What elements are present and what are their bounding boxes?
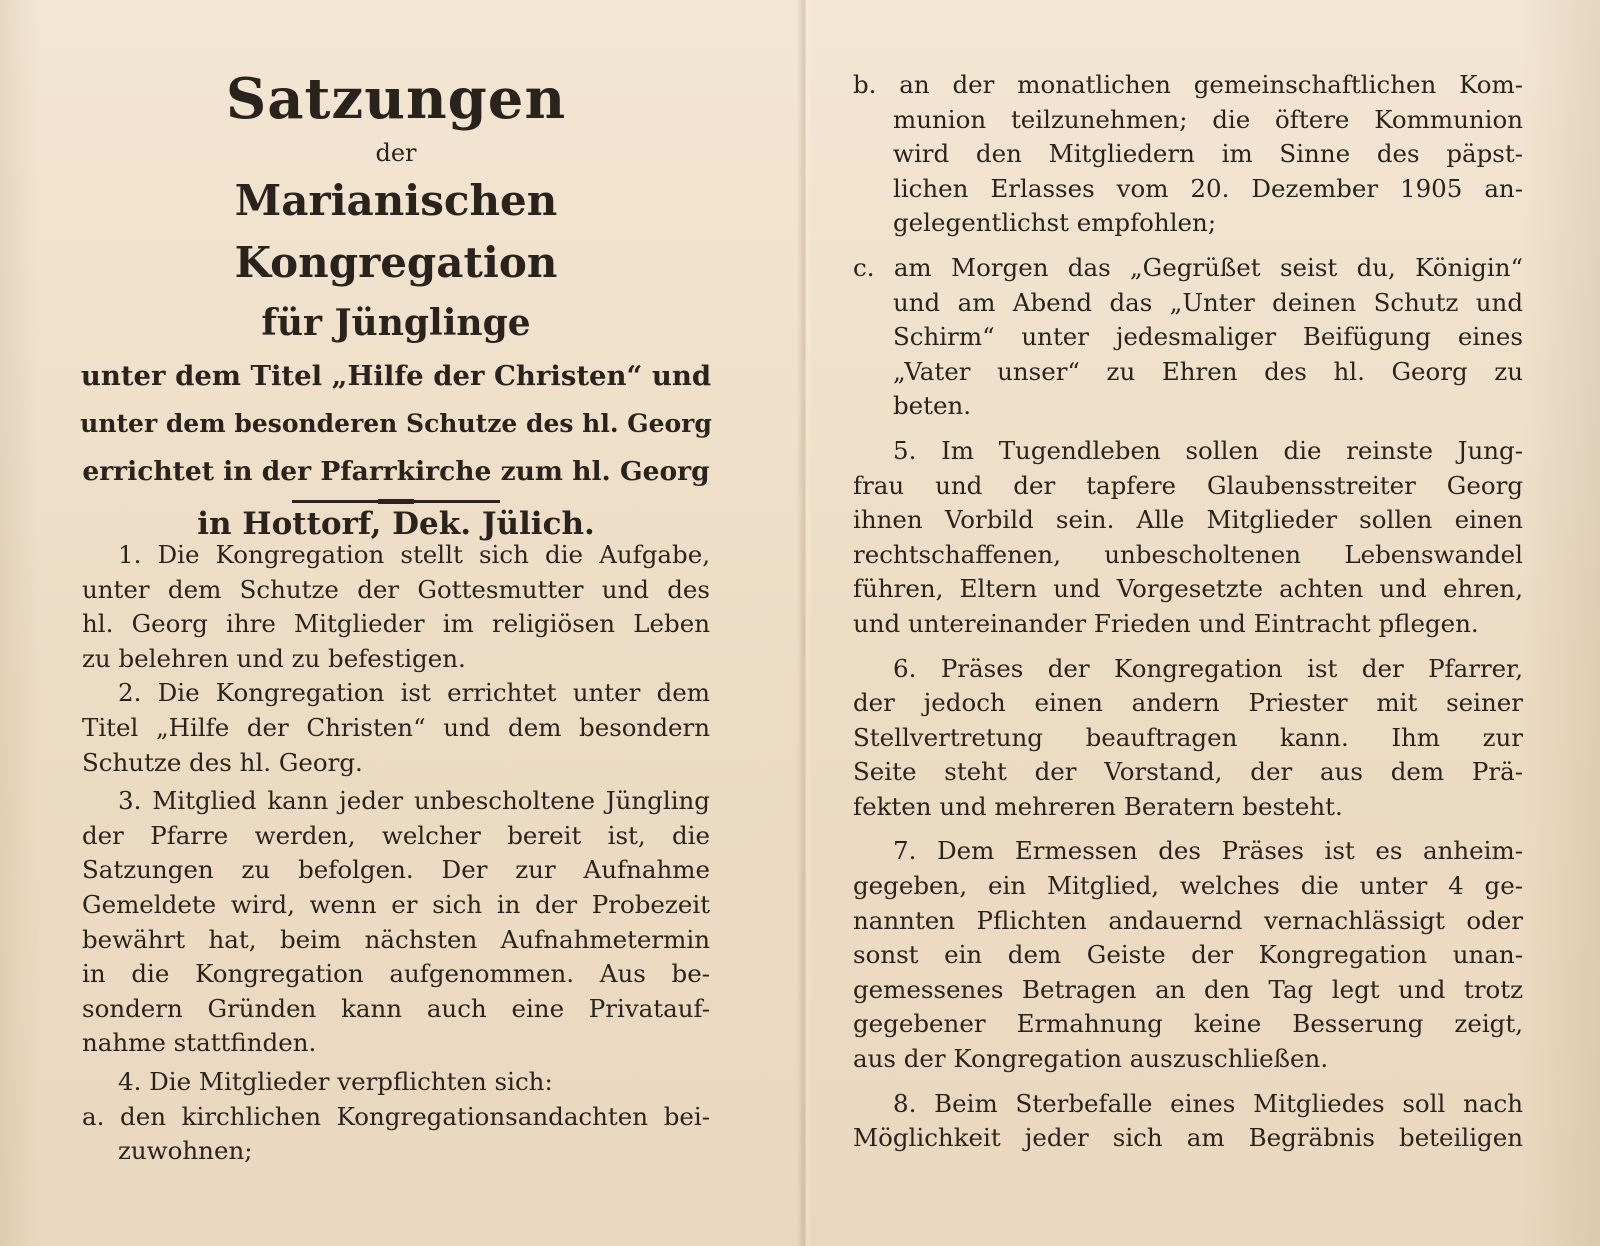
text-line: rechtschaffenen, unbescholtenen Lebenswandel [853,539,1523,569]
text-line: Schirm“ unter jedesmaliger Beifügung eines [893,322,1523,352]
text-line: in die Kongregation aufgenommen. Aus be- [82,959,710,989]
right-page [813,0,1600,1246]
text-line: bewährt hat, beim nächsten Aufnahmetermin [82,924,710,954]
paragraph-7 [853,834,1523,1076]
text-line: gegebener Ermahnung keine Besserung zeigt, [853,1009,1523,1039]
paragraph-4 [82,1065,710,1100]
title-article: der [375,139,417,167]
paragraph-8 [853,1087,1523,1156]
paragraph-5 [853,434,1523,642]
text-line: zu belehren und zu befestigen. [82,643,466,673]
text-line: Stellvertretung beauftragen kann. Ihm zur [853,722,1523,752]
text-line: hl. Georg ihre Mitglieder im religiösen Leben [82,609,710,639]
text-line: 2. Die Kongregation ist errichtet unter dem [118,678,710,708]
text-line: und am Abend das „Unter deinen Schutz und [893,287,1523,317]
text-line: Möglichkeit jeder sich am Begräbnis beteiligen [853,1123,1523,1153]
right-body-text [853,68,1523,1156]
text-line: lichen Erlasses vom 20. Dezember 1905 an- [893,173,1523,203]
text-line: führen, Eltern und Vorgesetzte achten und ehren, [853,574,1523,604]
text-line: der Pfarre werden, welcher bereit ist, die [82,820,710,850]
text-line: 8. Beim Sterbefalle eines Mitgliedes soll nach [893,1088,1523,1118]
text-line: frau und der tapfere Glaubensstreiter Georg [853,470,1523,500]
document-title: Satzungen [225,66,567,132]
paragraph-2 [82,676,710,780]
text-line: gelegentlichst empfohlen; [893,208,1217,238]
text-line: unter dem Schutze der Gottesmutter und des [82,574,710,604]
congregation-name: Marianischen Kongregation [234,176,558,287]
text-line: zuwohnen; [118,1136,253,1166]
title-block [80,62,712,552]
paragraph-3 [82,784,710,1061]
text-line: ihnen Vorbild sein. Alle Mitglieder sollen einen [853,505,1523,535]
text-line: Titel „Hilfe der Christen“ und dem besondern [82,712,710,742]
spacer [893,1077,1523,1087]
text-line: nahme stattfinden. [82,1028,317,1058]
paragraph-4c [853,251,1523,424]
congregation-audience: für Jünglinge [261,302,531,344]
paragraph-4b [853,68,1523,241]
title-line-2: unter dem besonderen Schutze des hl. Georg [80,409,712,438]
text-line: nannten Pflichten andauernd vernachlässigt oder [853,905,1523,935]
title-line-4: in Hottorf, Dek. Jülich. [197,506,595,542]
text-line: und untereinander Frieden und Eintracht pflegen. [853,608,1479,638]
text-line: sondern Gründen kann auch eine Privatauf- [82,993,710,1023]
spacer [893,424,1523,434]
text-line: Gemeldete wird, wenn er sich in der Probezeit [82,889,710,919]
title-divider [292,500,500,503]
spacer [893,824,1523,834]
text-line: b. an der monatlichen gemeinschaftlichen Kom- [853,70,1523,99]
left-body-text [82,538,710,1169]
text-line: Schutze des hl. Georg. [82,747,363,777]
text-line: „Vater unser“ zu Ehren des hl. Georg zu [893,356,1523,386]
text-line: wird den Mitgliedern im Sinne des päpst- [893,139,1523,169]
text-line: Seite steht der Vorstand, der aus dem Prä- [853,757,1523,787]
text-line: 1. Die Kongregation stellt sich die Aufgabe, [118,540,710,569]
text-line: beten. [893,391,972,421]
text-line: a. den kirchlichen Kongregationsandachten bei- [82,1101,710,1131]
text-line: munion teilzunehmen; die öftere Kommunion [893,104,1523,134]
title-line-3: errichtet in der Pfarrkirche zum hl. Georg [82,456,710,487]
paragraph-1 [82,538,710,676]
text-line: gemessenes Betragen an den Tag legt und trotz [853,974,1523,1004]
page-fold [797,0,813,1246]
title-line-1: unter dem Titel „Hilfe der Christen“ und [80,360,712,392]
text-line: Satzungen zu befolgen. Der zur Aufnahme [82,855,710,885]
text-line: c. am Morgen das „Gegrüßet seist du, Königin“ [853,252,1523,282]
spacer [893,642,1523,652]
text-line: der jedoch einen andern Priester mit seiner [853,688,1523,718]
text-line: sonst ein dem Geiste der Kongregation unan- [853,940,1523,970]
text-line: gegeben, ein Mitglied, welches die unter 4 ge- [853,871,1523,901]
text-line: 7. Dem Ermessen des Präses ist es anheim- [893,836,1523,866]
text-line: aus der Kongregation auszuschließen. [853,1044,1329,1074]
paragraph-6 [853,652,1523,825]
left-page [0,0,797,1246]
paragraph-4a [82,1100,710,1169]
text-line: 5. Im Tugendleben sollen die reinste Jung- [893,435,1523,465]
spacer [893,241,1523,251]
text-line: 6. Präses der Kongregation ist der Pfarrer, [893,653,1523,683]
text-line: fekten und mehreren Beratern besteht. [853,791,1343,821]
text-line: 4. Die Mitglieder verpflichten sich: [118,1066,553,1096]
text-line: 3. Mitglied kann jeder unbescholtene Jüngling [118,786,710,816]
